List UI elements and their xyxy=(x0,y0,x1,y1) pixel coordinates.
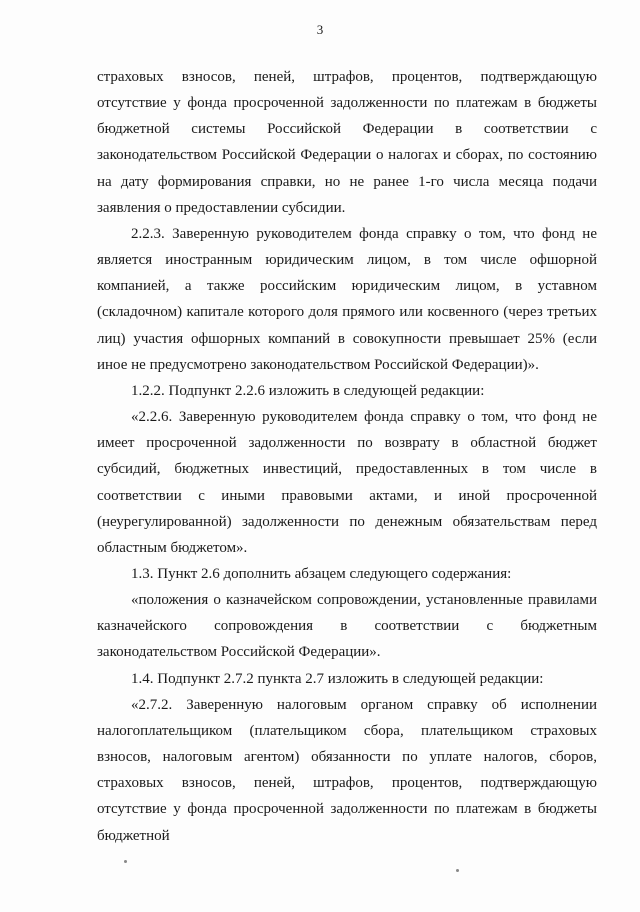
paragraph-2-2-6: «2.2.6. Заверенную руководителем фонда справку о том, что фонд не имеет просроченной задолженности по возврату в областной бюджет субсидий, бюджетных инвестиций, предоставленных в том числе в соответствии с иными правовыми актами, и иной просроченной (неурегулированной) задолженности по денежным обязательствам перед областным бюджетом». xyxy=(97,409,597,556)
paragraph-2-7-2: «2.7.2. Заверенную налоговым органом справку об исполнении налогоплательщиком (плательщиком сбора, плательщиком страховых взносов, налоговым агентом) обязанности по уплате налогов, сборов, страховых взносов, пеней, штрафов, процентов, подтверждающую отсутствие у фонда просроченной задолженности по платежам в бюджеты бюджетной xyxy=(97,696,597,844)
paragraph-continuation: страховых взносов, пеней, штрафов, процентов, подтверждающую отсутствие у фонда просроченной задолженности по платежам в бюджеты бюджетной системы Российской Федерации в соответствии с законодательством Российской Федерации о налогах и сборах, по состоянию на дату формирования справки, но не ранее 1-го числа месяца подачи заявления о предоставлении субсидии. xyxy=(97,69,597,216)
document-body xyxy=(97,64,597,849)
scan-speck xyxy=(124,860,127,863)
paragraph-1-3: 1.3. Пункт 2.6 дополнить абзацем следующего содержания: xyxy=(131,565,512,582)
paragraph-1-2-2: 1.2.2. Подпункт 2.2.6 изложить в следующей редакции: xyxy=(131,382,485,399)
paragraph-2-2-3: 2.2.3. Заверенную руководителем фонда справку о том, что фонд не является иностранным юридическим лицом, в том числе офшорной компанией, а также российским юридическим лицом, в уставном (складочном) капитале которого доля прямого или косвенного (через третьих лиц) участия офшорных компаний в совокупности превышает 25% (если иное не предусмотрено законодательством Российской Федерации)». xyxy=(97,225,597,373)
page-number: 3 xyxy=(316,22,324,37)
scan-speck xyxy=(456,869,459,872)
paragraph-treasury-quote: «положения о казначейском сопровождении, установленные правилами казначейского сопровождения в соответствии с бюджетным законодательством Российской Федерации». xyxy=(97,592,597,661)
paragraph-1-4: 1.4. Подпункт 2.7.2 пункта 2.7 изложить в следующей редакции: xyxy=(131,670,544,687)
